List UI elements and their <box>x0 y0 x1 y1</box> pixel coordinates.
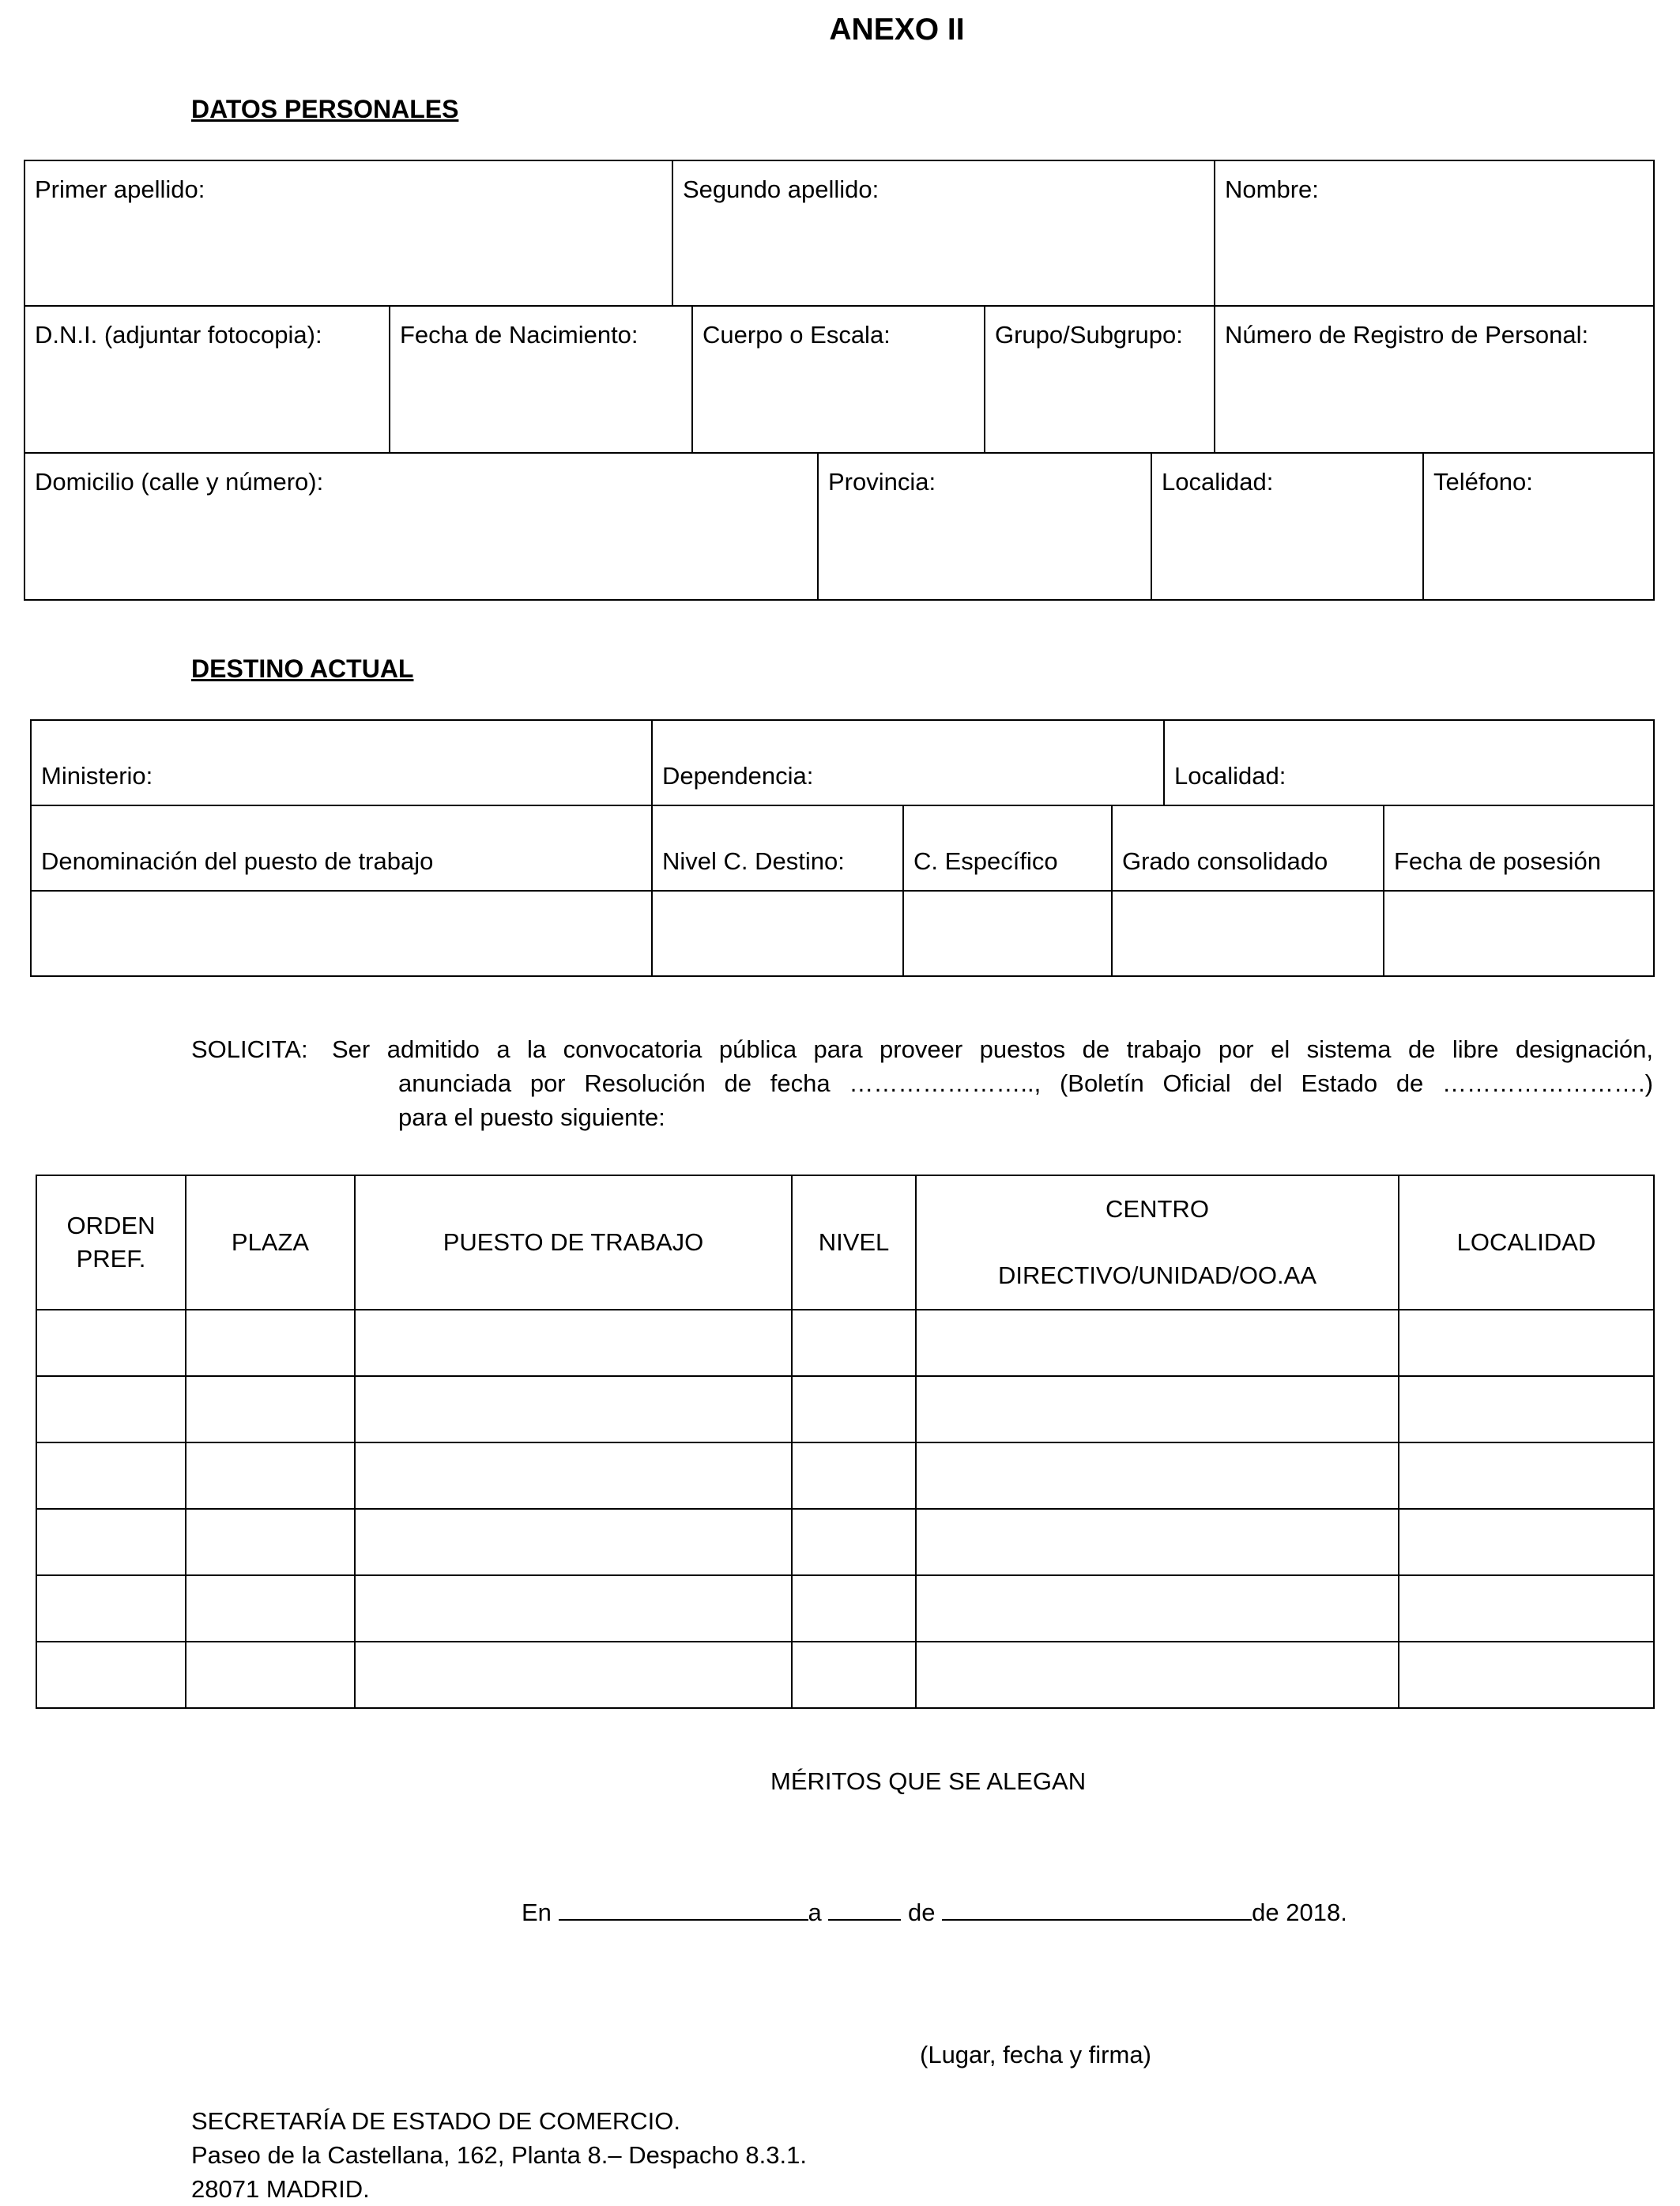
cell-orden[interactable] <box>36 1509 186 1575</box>
field-cuerpo-escala[interactable] <box>692 306 985 453</box>
field-label: Número de Registro de Personal: <box>1225 321 1589 349</box>
field-label: Provincia: <box>828 468 936 496</box>
header-localidad-label: LOCALIDAD <box>1456 1228 1596 1257</box>
cell-centro[interactable] <box>916 1442 1399 1509</box>
field-label: Nombre: <box>1225 175 1319 203</box>
header-centro <box>916 1175 1399 1310</box>
meritos-heading: MÉRITOS QUE SE ALEGAN <box>770 1767 1087 1795</box>
datos-personales-heading: DATOS PERSONALES <box>191 95 459 123</box>
cell-orden[interactable] <box>36 1442 186 1509</box>
field-label: Ministerio: <box>41 762 153 790</box>
date-place-blank[interactable] <box>559 1897 808 1921</box>
field-label: Denominación del puesto de trabajo <box>41 847 434 875</box>
cell-nivel[interactable] <box>792 1310 916 1376</box>
header-centro-line2: DIRECTIVO/UNIDAD/OO.AA <box>997 1261 1317 1289</box>
label-grado-consolidado <box>1112 805 1384 891</box>
puestos-row <box>36 1509 1654 1575</box>
page-title: ANEXO II <box>829 13 965 47</box>
header-puesto <box>355 1175 792 1310</box>
header-orden-line1: ORDEN <box>66 1212 156 1240</box>
cell-orden[interactable] <box>36 1310 186 1376</box>
cell-orden[interactable] <box>36 1642 186 1708</box>
field-segundo-apellido[interactable] <box>672 160 1215 306</box>
date-month-blank[interactable] <box>942 1897 1252 1921</box>
field-domicilio[interactable] <box>24 453 818 600</box>
cell-centro[interactable] <box>916 1376 1399 1442</box>
cell-centro[interactable] <box>916 1642 1399 1708</box>
cell-orden[interactable] <box>36 1376 186 1442</box>
puestos-row <box>36 1310 1654 1376</box>
field-label: Fecha de Nacimiento: <box>400 321 638 349</box>
input-denominacion-puesto[interactable] <box>31 891 652 976</box>
date-de-label: de <box>908 1899 936 1926</box>
datos-personales-row3 <box>24 452 1655 601</box>
field-dni[interactable] <box>24 306 390 453</box>
date-day-blank[interactable] <box>828 1897 901 1921</box>
field-label: Grupo/Subgrupo: <box>995 321 1183 349</box>
field-localidad-destino[interactable] <box>1164 720 1654 805</box>
field-provincia[interactable] <box>818 453 1151 600</box>
cell-centro[interactable] <box>916 1310 1399 1376</box>
datos-personales-row2 <box>24 305 1655 454</box>
field-label: Cuerpo o Escala: <box>703 321 891 349</box>
field-label: Dependencia: <box>662 762 814 790</box>
field-label: C. Específico <box>913 847 1058 875</box>
puestos-body <box>36 1310 1654 1708</box>
cell-puesto[interactable] <box>355 1310 792 1376</box>
solicita-paragraph <box>191 1032 1653 1134</box>
destino-actual-row1 <box>30 719 1655 806</box>
cell-localidad[interactable] <box>1399 1310 1654 1376</box>
field-label: Nivel C. Destino: <box>662 847 845 875</box>
cell-centro[interactable] <box>916 1575 1399 1642</box>
cell-puesto[interactable] <box>355 1442 792 1509</box>
destino-actual-form <box>30 719 1655 977</box>
destino-actual-heading: DESTINO ACTUAL <box>191 654 414 683</box>
cell-puesto[interactable] <box>355 1509 792 1575</box>
puestos-row <box>36 1642 1654 1708</box>
date-a-label: a <box>808 1899 822 1926</box>
cell-plaza[interactable] <box>186 1310 355 1376</box>
field-nombre[interactable] <box>1215 160 1654 306</box>
puestos-row <box>36 1575 1654 1642</box>
puestos-header-row <box>36 1175 1654 1310</box>
input-nivel-destino[interactable] <box>652 891 903 976</box>
field-grupo-subgrupo[interactable] <box>985 306 1215 453</box>
address-line2: Paseo de la Castellana, 162, Planta 8.– Despacho 8.3.1. <box>191 2141 807 2169</box>
destino-actual-row2 <box>30 805 1655 977</box>
cell-puesto[interactable] <box>355 1376 792 1442</box>
cell-plaza[interactable] <box>186 1509 355 1575</box>
header-plaza-label: PLAZA <box>231 1228 310 1257</box>
cell-nivel[interactable] <box>792 1509 916 1575</box>
cell-nivel[interactable] <box>792 1376 916 1442</box>
solicita-line3: para el puesto siguiente: <box>398 1103 665 1131</box>
header-nivel-label: NIVEL <box>818 1228 890 1257</box>
field-label: Localidad: <box>1162 468 1274 496</box>
field-label: Localidad: <box>1174 762 1286 790</box>
field-label: Fecha de posesión <box>1394 847 1601 875</box>
field-label: D.N.I. (adjuntar fotocopia): <box>35 321 322 349</box>
cell-plaza[interactable] <box>186 1376 355 1442</box>
cell-nivel[interactable] <box>792 1442 916 1509</box>
cell-localidad[interactable] <box>1399 1376 1654 1442</box>
header-localidad <box>1399 1175 1654 1310</box>
header-orden-line2: PREF. <box>76 1245 146 1273</box>
field-primer-apellido[interactable] <box>24 160 672 306</box>
field-dependencia[interactable] <box>652 720 1164 805</box>
field-telefono[interactable] <box>1423 453 1654 600</box>
cell-orden[interactable] <box>36 1575 186 1642</box>
cell-localidad[interactable] <box>1399 1575 1654 1642</box>
field-ministerio[interactable] <box>31 720 652 805</box>
address-block <box>191 2104 807 2206</box>
cell-puesto[interactable] <box>355 1575 792 1642</box>
header-puesto-label: PUESTO DE TRABAJO <box>443 1228 704 1257</box>
field-label: Domicilio (calle y número): <box>35 468 324 496</box>
address-line3: 28071 MADRID. <box>191 2175 370 2203</box>
header-centro-line1: CENTRO <box>1106 1195 1209 1223</box>
solicita-line2: anunciada por Resolución de fecha ………………….., (Boletín Oficial del Estado de …………………….) <box>398 1069 1653 1097</box>
cell-nivel[interactable] <box>792 1575 916 1642</box>
header-orden-pref <box>36 1175 186 1310</box>
puestos-row <box>36 1376 1654 1442</box>
label-denominacion-puesto <box>31 805 652 891</box>
field-label: Teléfono: <box>1433 468 1533 496</box>
input-fecha-posesion[interactable] <box>1384 891 1654 976</box>
puestos-table <box>36 1175 1655 1709</box>
field-label: Segundo apellido: <box>683 175 880 203</box>
address-line1: SECRETARÍA DE ESTADO DE COMERCIO. <box>191 2107 680 2135</box>
puestos-row <box>36 1442 1654 1509</box>
label-fecha-posesion <box>1384 805 1654 891</box>
input-especifico[interactable] <box>903 891 1112 976</box>
field-label: Grado consolidado <box>1122 847 1328 875</box>
datos-personales-row1 <box>24 160 1655 307</box>
solicita-key: SOLICITA: <box>191 1035 308 1063</box>
date-line <box>522 1897 1347 1927</box>
cell-plaza[interactable] <box>186 1642 355 1708</box>
input-grado-consolidado[interactable] <box>1112 891 1384 976</box>
cell-plaza[interactable] <box>186 1442 355 1509</box>
header-plaza <box>186 1175 355 1310</box>
cell-localidad[interactable] <box>1399 1442 1654 1509</box>
cell-localidad[interactable] <box>1399 1509 1654 1575</box>
date-year-label: de 2018. <box>1252 1899 1347 1926</box>
puestos-table-wrapper <box>36 1175 1655 1709</box>
label-nivel-destino <box>652 805 903 891</box>
solicita-line1: Ser admitido a la convocatoria pública para proveer puestos de trabajo por el sistema de libre designación, <box>332 1035 1653 1063</box>
cell-plaza[interactable] <box>186 1575 355 1642</box>
cell-centro[interactable] <box>916 1509 1399 1575</box>
cell-nivel[interactable] <box>792 1642 916 1708</box>
field-label: Primer apellido: <box>35 175 205 203</box>
date-en-label: En <box>522 1899 552 1926</box>
cell-puesto[interactable] <box>355 1642 792 1708</box>
field-numero-registro[interactable] <box>1215 306 1654 453</box>
firma-caption: (Lugar, fecha y firma) <box>920 2041 1151 2068</box>
label-especifico <box>903 805 1112 891</box>
cell-localidad[interactable] <box>1399 1642 1654 1708</box>
field-localidad[interactable] <box>1151 453 1423 600</box>
datos-personales-form <box>24 160 1655 601</box>
field-fecha-nacimiento[interactable] <box>390 306 692 453</box>
header-nivel <box>792 1175 916 1310</box>
